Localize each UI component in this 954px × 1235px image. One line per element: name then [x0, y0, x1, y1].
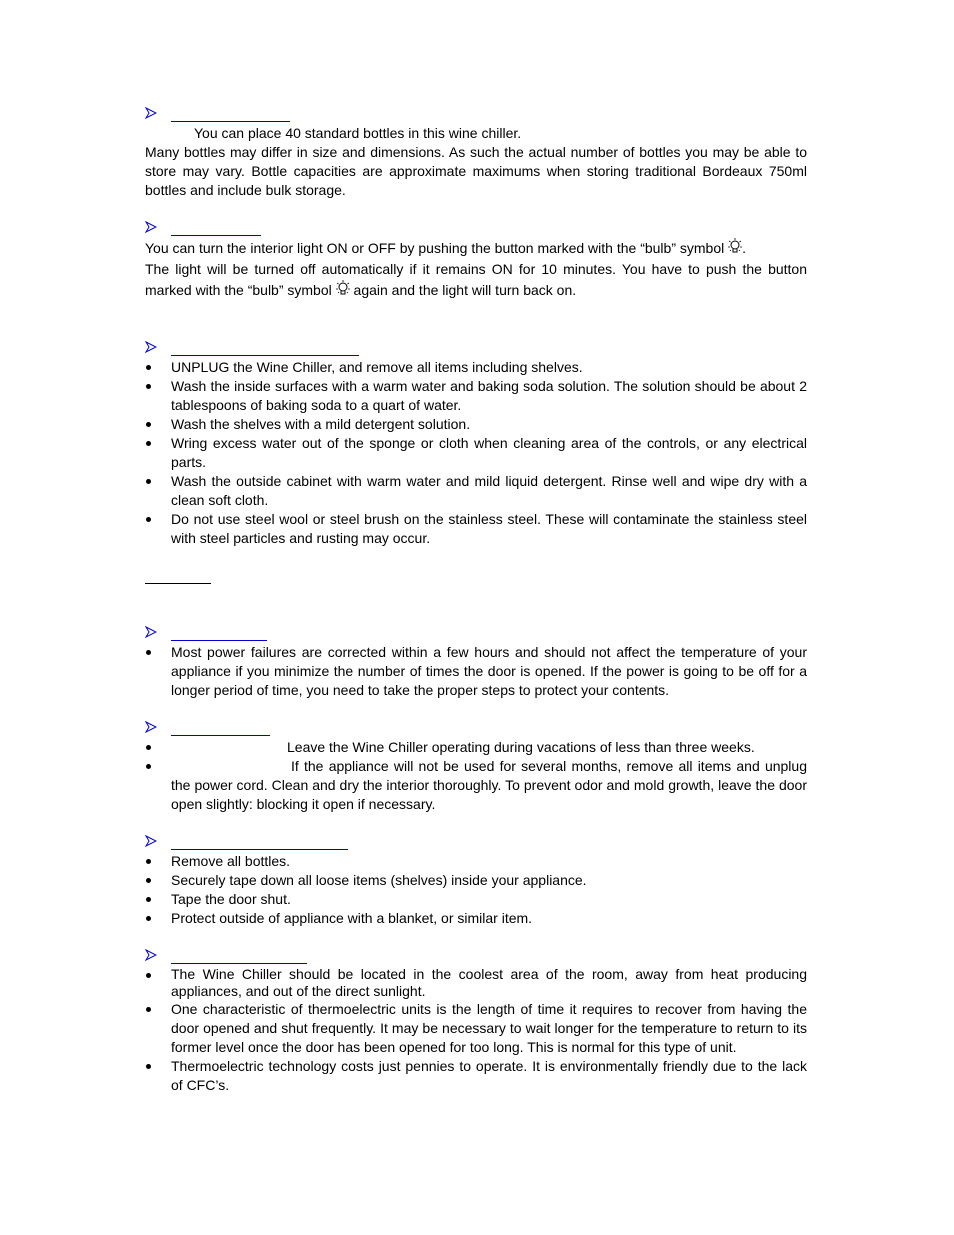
list-item: Wash the shelves with a mild detergent solution. [145, 415, 807, 434]
capacity-text: Many bottles may differ in size and dimensions. As such the actual number of bottles you may be able to store may vary. Bottle capacities are approximate maximums when storing traditional Bordeaux 750ml bottles and include bulk storage. [145, 144, 807, 198]
arrow-bullet-icon [145, 949, 157, 961]
list-item: Remove all bottles. [145, 852, 807, 871]
heading-underline [171, 121, 290, 122]
section-header-moving [145, 833, 807, 852]
section-header-vacation [145, 719, 807, 738]
list-item: One characteristic of thermoelectric units is the length of time it requires to recover from having the door opened and shut frequently. It may be necessary to wait longer for the temperature to return to its former level once the door has been opened for too long. This is normal for this type of unit. [145, 1000, 807, 1057]
list-item: The Wine Chiller should be located in the coolest area of the room, away from heat producing appliances, and out of the direct sunlight. [145, 966, 807, 1000]
section-title-underline [145, 567, 807, 586]
heading-underline [171, 355, 359, 356]
heading-underline [171, 735, 270, 736]
arrow-bullet-icon [145, 835, 157, 847]
section-header-capacity [145, 105, 807, 124]
arrow-bullet-icon [145, 341, 157, 353]
list-item: Tape the door shut. [145, 890, 807, 909]
capacity-line1: You can place 40 standard bottles in this wine chiller. [194, 125, 522, 141]
list-item: Most power failures are corrected within a few hours and should not affect the temperature of your appliance if you minimize the number of times the door is opened. If the power is going to be off for a longer period of time, you need to take the proper steps to protect your contents. [145, 643, 807, 700]
light-text-d: again and the light will turn back on. [353, 282, 577, 298]
manual-page [145, 105, 807, 1095]
list-item: Wring excess water out of the sponge or cloth when cleaning area of the controls, or any electrical parts. [145, 434, 807, 472]
arrow-bullet-icon [145, 626, 157, 638]
arrow-bullet-icon [145, 721, 157, 733]
arrow-bullet-icon [145, 221, 157, 233]
section-header-energy [145, 947, 807, 966]
light-text-a: You can turn the interior light ON or OFF by pushing the button marked with the “bulb” symbol [145, 240, 725, 256]
list-item: Leave the Wine Chiller operating during vacations of less than three weeks. [145, 738, 807, 757]
section-header-light [145, 219, 807, 238]
heading-underline [171, 963, 307, 964]
section-header-power [145, 624, 807, 643]
list-item: Thermoelectric technology costs just pennies to operate. It is environmentally friendly due to the lack of CFC’s. [145, 1057, 807, 1095]
list-item: Securely tape down all loose items (shelves) inside your appliance. [145, 871, 807, 890]
heading-underline [171, 235, 261, 236]
light-bulb-icon [728, 238, 742, 256]
list-item: Do not use steel wool or steel brush on the stainless steel. These will contaminate the stainless steel with steel particles and rusting may occur. [145, 510, 807, 548]
light-text [145, 238, 807, 301]
list-item: Wash the inside surfaces with a warm water and baking soda solution. The solution should be about 2 tablespoons of baking soda to a quart of water. [145, 377, 807, 415]
list-item: UNPLUG the Wine Chiller, and remove all items including shelves. [145, 358, 807, 377]
power-list [145, 643, 807, 700]
heading-underline [171, 640, 267, 641]
energy-list [145, 966, 807, 1095]
light-text-c: The light will be turned off automatically if it remains ON for 10 minutes. You have to push the button marked with the “bulb” symbol [145, 261, 807, 298]
vacation-list [145, 738, 807, 814]
list-item: Protect outside of appliance with a blanket, or similar item. [145, 909, 807, 928]
light-text-b: . [742, 240, 746, 256]
section-header-cleaning [145, 339, 807, 358]
list-item: If the appliance will not be used for several months, remove all items and unplug the power cord. Clean and dry the interior thoroughly. To prevent odor and mold growth, leave the door open slightly: blocking it open if necessary. [145, 757, 807, 814]
cleaning-list [145, 358, 807, 548]
light-bulb-icon [336, 280, 350, 298]
title-underline [145, 583, 211, 584]
heading-underline [171, 849, 348, 850]
arrow-bullet-icon [145, 107, 157, 119]
list-item: Wash the outside cabinet with warm water and mild liquid detergent. Rinse well and wipe dry with a clean soft cloth. [145, 472, 807, 510]
moving-list [145, 852, 807, 928]
